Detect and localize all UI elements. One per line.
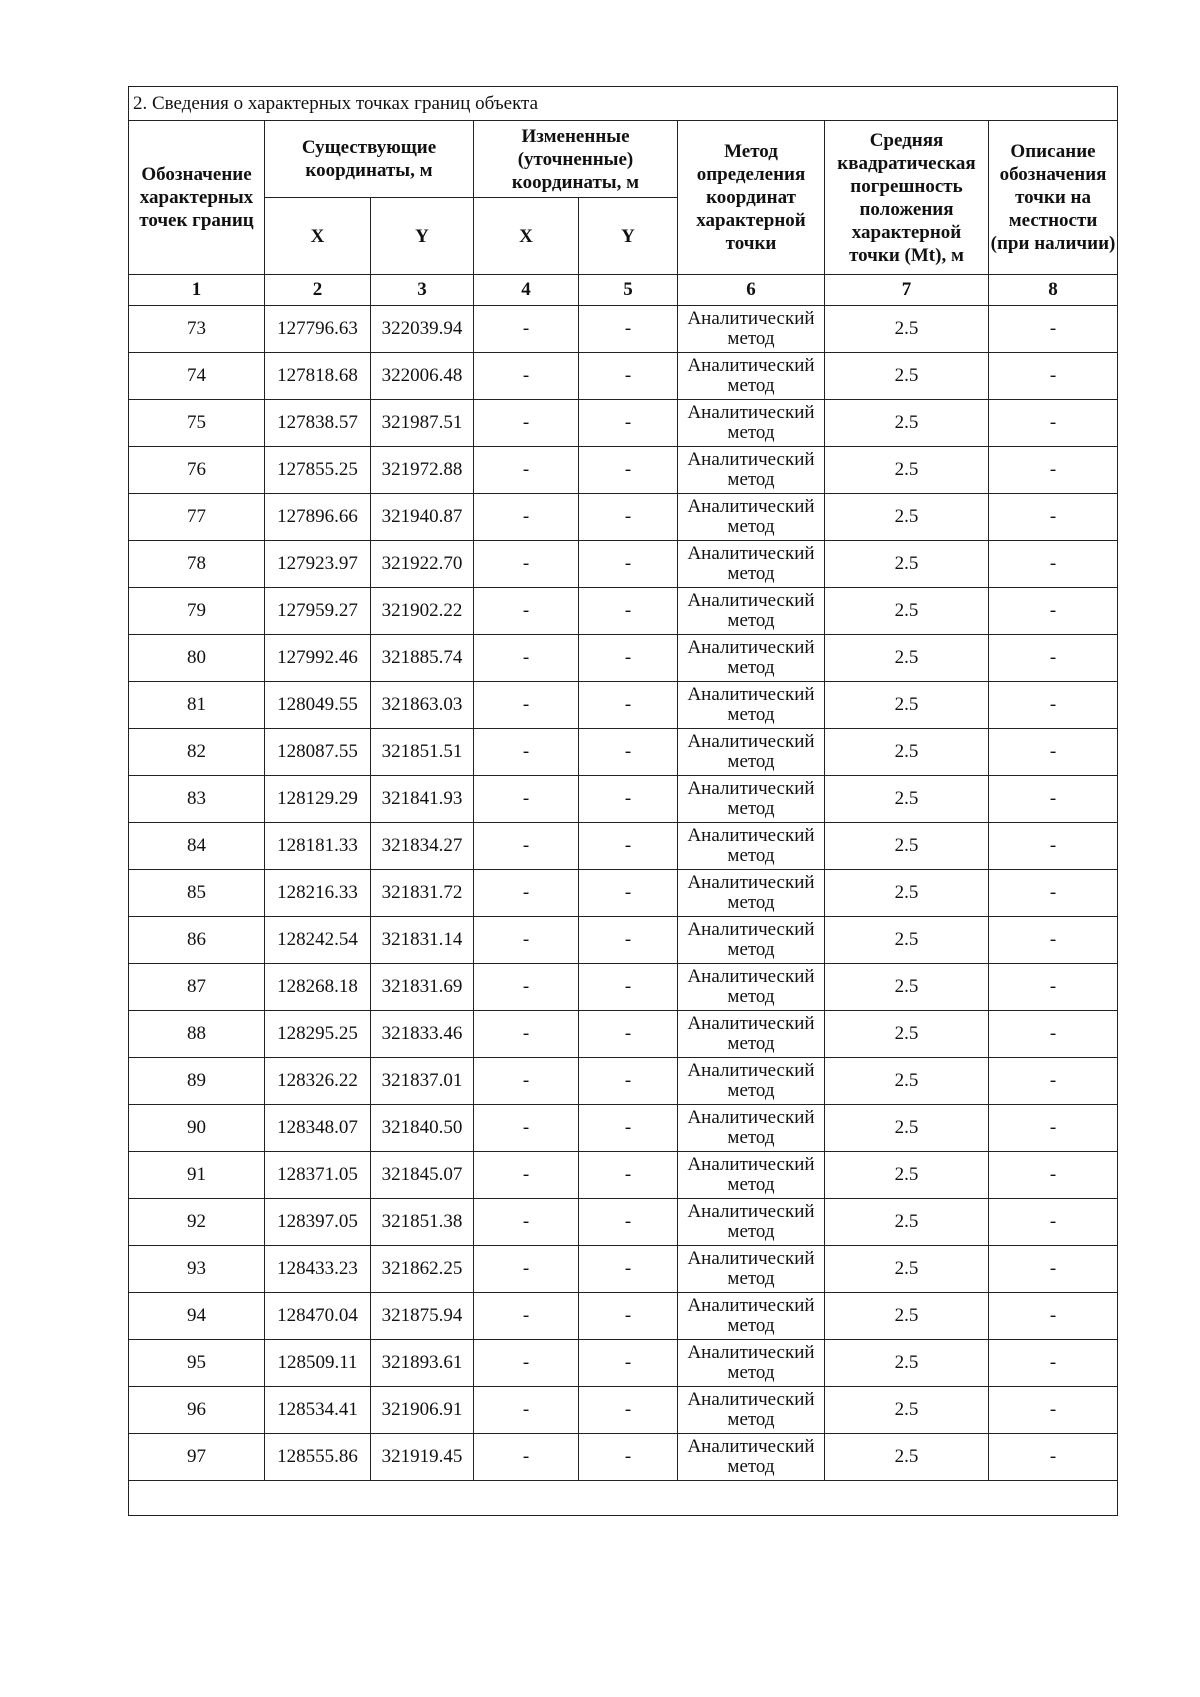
method-cell: Аналитический метод — [678, 776, 825, 823]
existing-y-cell: 321831.69 — [371, 964, 474, 1011]
changed-x-cell: - — [474, 588, 579, 635]
changed-x-cell: - — [474, 1152, 579, 1199]
table-row — [129, 541, 1118, 588]
method-cell: Аналитический метод — [678, 400, 825, 447]
existing-y-cell: 321841.93 — [371, 776, 474, 823]
point-number-cell: 94 — [129, 1293, 265, 1340]
description-cell: - — [989, 1387, 1118, 1434]
column-number: 3 — [371, 275, 474, 306]
existing-x-cell: 127818.68 — [265, 353, 371, 400]
table-row — [129, 353, 1118, 400]
point-number-cell: 78 — [129, 541, 265, 588]
table-body — [129, 306, 1118, 1481]
existing-x-cell: 128326.22 — [265, 1058, 371, 1105]
column-number: 6 — [678, 275, 825, 306]
accuracy-cell: 2.5 — [825, 823, 989, 870]
changed-x-cell: - — [474, 729, 579, 776]
method-cell: Аналитический метод — [678, 494, 825, 541]
method-cell: Аналитический метод — [678, 1058, 825, 1105]
changed-y-cell: - — [579, 1434, 678, 1481]
changed-y-cell: - — [579, 353, 678, 400]
method-cell: Аналитический метод — [678, 306, 825, 353]
accuracy-cell: 2.5 — [825, 964, 989, 1011]
table-row — [129, 1105, 1118, 1152]
changed-x-cell: - — [474, 823, 579, 870]
point-number-cell: 75 — [129, 400, 265, 447]
point-number-cell: 83 — [129, 776, 265, 823]
document-sheet — [128, 86, 1117, 1516]
changed-y-cell: - — [579, 1340, 678, 1387]
changed-x-cell: - — [474, 776, 579, 823]
point-number-cell: 88 — [129, 1011, 265, 1058]
changed-x-cell: - — [474, 400, 579, 447]
header-changed-y: Y — [579, 198, 678, 275]
point-number-cell: 91 — [129, 1152, 265, 1199]
point-number-cell: 73 — [129, 306, 265, 353]
point-number-cell: 89 — [129, 1058, 265, 1105]
description-cell: - — [989, 870, 1118, 917]
description-cell: - — [989, 1058, 1118, 1105]
accuracy-cell: 2.5 — [825, 588, 989, 635]
description-cell: - — [989, 1011, 1118, 1058]
existing-x-cell: 128534.41 — [265, 1387, 371, 1434]
column-number: 5 — [579, 275, 678, 306]
existing-x-cell: 127796.63 — [265, 306, 371, 353]
accuracy-cell: 2.5 — [825, 635, 989, 682]
accuracy-cell: 2.5 — [825, 1246, 989, 1293]
section-title: 2. Сведения о характерных точках границ объекта — [129, 87, 1118, 121]
changed-y-cell: - — [579, 635, 678, 682]
table-row — [129, 1152, 1118, 1199]
accuracy-cell: 2.5 — [825, 1340, 989, 1387]
changed-y-cell: - — [579, 729, 678, 776]
description-cell: - — [989, 1434, 1118, 1481]
changed-y-cell: - — [579, 823, 678, 870]
changed-y-cell: - — [579, 306, 678, 353]
existing-y-cell: 321902.22 — [371, 588, 474, 635]
point-number-cell: 76 — [129, 447, 265, 494]
table-row — [129, 1199, 1118, 1246]
point-number-cell: 74 — [129, 353, 265, 400]
existing-x-cell: 128242.54 — [265, 917, 371, 964]
changed-y-cell: - — [579, 1058, 678, 1105]
existing-y-cell: 322006.48 — [371, 353, 474, 400]
existing-x-cell: 128268.18 — [265, 964, 371, 1011]
method-cell: Аналитический метод — [678, 353, 825, 400]
description-cell: - — [989, 635, 1118, 682]
method-cell: Аналитический метод — [678, 635, 825, 682]
table-row — [129, 1434, 1118, 1481]
method-cell: Аналитический метод — [678, 1152, 825, 1199]
description-cell: - — [989, 1199, 1118, 1246]
description-cell: - — [989, 400, 1118, 447]
accuracy-cell: 2.5 — [825, 870, 989, 917]
method-cell: Аналитический метод — [678, 1387, 825, 1434]
changed-x-cell: - — [474, 353, 579, 400]
changed-x-cell: - — [474, 635, 579, 682]
table-row — [129, 1011, 1118, 1058]
changed-y-cell: - — [579, 964, 678, 1011]
existing-x-cell: 128470.04 — [265, 1293, 371, 1340]
existing-x-cell: 128397.05 — [265, 1199, 371, 1246]
method-cell: Аналитический метод — [678, 682, 825, 729]
method-cell: Аналитический метод — [678, 1105, 825, 1152]
accuracy-cell: 2.5 — [825, 1434, 989, 1481]
table-row — [129, 682, 1118, 729]
header-changed-coords: Измененные (уточненные) координаты, м — [474, 121, 678, 198]
changed-x-cell: - — [474, 306, 579, 353]
column-number: 7 — [825, 275, 989, 306]
method-cell: Аналитический метод — [678, 1199, 825, 1246]
method-cell: Аналитический метод — [678, 1246, 825, 1293]
existing-y-cell: 321885.74 — [371, 635, 474, 682]
changed-y-cell: - — [579, 1246, 678, 1293]
table-row — [129, 494, 1118, 541]
point-number-cell: 96 — [129, 1387, 265, 1434]
method-cell: Аналитический метод — [678, 541, 825, 588]
point-number-cell: 77 — [129, 494, 265, 541]
table-row — [129, 400, 1118, 447]
changed-y-cell: - — [579, 1387, 678, 1434]
existing-x-cell: 127923.97 — [265, 541, 371, 588]
method-cell: Аналитический метод — [678, 917, 825, 964]
method-cell: Аналитический метод — [678, 870, 825, 917]
method-cell: Аналитический метод — [678, 1293, 825, 1340]
existing-y-cell: 321875.94 — [371, 1293, 474, 1340]
changed-y-cell: - — [579, 588, 678, 635]
changed-y-cell: - — [579, 870, 678, 917]
boundary-points-table — [128, 86, 1118, 1516]
accuracy-cell: 2.5 — [825, 494, 989, 541]
changed-y-cell: - — [579, 494, 678, 541]
accuracy-cell: 2.5 — [825, 1387, 989, 1434]
description-cell: - — [989, 1293, 1118, 1340]
point-number-cell: 87 — [129, 964, 265, 1011]
table-row — [129, 729, 1118, 776]
changed-x-cell: - — [474, 1434, 579, 1481]
changed-y-cell: - — [579, 447, 678, 494]
method-cell: Аналитический метод — [678, 729, 825, 776]
table-row — [129, 306, 1118, 353]
description-cell: - — [989, 964, 1118, 1011]
existing-x-cell: 128371.05 — [265, 1152, 371, 1199]
existing-x-cell: 127896.66 — [265, 494, 371, 541]
changed-x-cell: - — [474, 1058, 579, 1105]
method-cell: Аналитический метод — [678, 447, 825, 494]
method-cell: Аналитический метод — [678, 823, 825, 870]
existing-x-cell: 127838.57 — [265, 400, 371, 447]
description-cell: - — [989, 541, 1118, 588]
point-number-cell: 79 — [129, 588, 265, 635]
accuracy-cell: 2.5 — [825, 447, 989, 494]
empty-footer-cell — [129, 1481, 1118, 1516]
existing-y-cell: 321906.91 — [371, 1387, 474, 1434]
point-number-cell: 93 — [129, 1246, 265, 1293]
existing-x-cell: 128555.86 — [265, 1434, 371, 1481]
accuracy-cell: 2.5 — [825, 729, 989, 776]
method-cell: Аналитический метод — [678, 964, 825, 1011]
accuracy-cell: 2.5 — [825, 1152, 989, 1199]
accuracy-cell: 2.5 — [825, 1293, 989, 1340]
existing-x-cell: 128295.25 — [265, 1011, 371, 1058]
point-number-cell: 85 — [129, 870, 265, 917]
existing-x-cell: 128049.55 — [265, 682, 371, 729]
existing-y-cell: 321922.70 — [371, 541, 474, 588]
existing-y-cell: 321919.45 — [371, 1434, 474, 1481]
column-number: 8 — [989, 275, 1118, 306]
method-cell: Аналитический метод — [678, 1011, 825, 1058]
existing-y-cell: 321893.61 — [371, 1340, 474, 1387]
existing-y-cell: 321851.51 — [371, 729, 474, 776]
changed-y-cell: - — [579, 682, 678, 729]
existing-y-cell: 321940.87 — [371, 494, 474, 541]
description-cell: - — [989, 353, 1118, 400]
changed-y-cell: - — [579, 1011, 678, 1058]
header-accuracy: Средняя квадратическая погрешность положения характерной точки (Mt), м — [825, 121, 989, 275]
changed-x-cell: - — [474, 964, 579, 1011]
existing-x-cell: 127855.25 — [265, 447, 371, 494]
existing-x-cell: 128181.33 — [265, 823, 371, 870]
existing-y-cell: 321987.51 — [371, 400, 474, 447]
column-number: 4 — [474, 275, 579, 306]
point-number-cell: 80 — [129, 635, 265, 682]
changed-y-cell: - — [579, 1152, 678, 1199]
changed-x-cell: - — [474, 541, 579, 588]
table-row — [129, 870, 1118, 917]
empty-footer-row — [129, 1481, 1118, 1516]
column-number: 2 — [265, 275, 371, 306]
table-row — [129, 917, 1118, 964]
description-cell: - — [989, 447, 1118, 494]
existing-y-cell: 321845.07 — [371, 1152, 474, 1199]
changed-x-cell: - — [474, 1387, 579, 1434]
changed-x-cell: - — [474, 1105, 579, 1152]
existing-x-cell: 128129.29 — [265, 776, 371, 823]
accuracy-cell: 2.5 — [825, 1011, 989, 1058]
table-row — [129, 823, 1118, 870]
point-number-cell: 95 — [129, 1340, 265, 1387]
accuracy-cell: 2.5 — [825, 682, 989, 729]
header-existing-coords: Существующие координаты, м — [265, 121, 474, 198]
table-row — [129, 964, 1118, 1011]
description-cell: - — [989, 494, 1118, 541]
existing-x-cell: 128509.11 — [265, 1340, 371, 1387]
existing-y-cell: 322039.94 — [371, 306, 474, 353]
existing-y-cell: 321831.72 — [371, 870, 474, 917]
changed-y-cell: - — [579, 541, 678, 588]
column-number: 1 — [129, 275, 265, 306]
changed-x-cell: - — [474, 447, 579, 494]
table-row — [129, 635, 1118, 682]
existing-x-cell: 128216.33 — [265, 870, 371, 917]
description-cell: - — [989, 1246, 1118, 1293]
description-cell: - — [989, 1340, 1118, 1387]
table-row — [129, 1340, 1118, 1387]
accuracy-cell: 2.5 — [825, 776, 989, 823]
method-cell: Аналитический метод — [678, 588, 825, 635]
changed-y-cell: - — [579, 776, 678, 823]
description-cell: - — [989, 823, 1118, 870]
header-point-designation: Обозначение характерных точек границ — [129, 121, 265, 275]
header-description: Описание обозначения точки на местности (при наличии) — [989, 121, 1118, 275]
accuracy-cell: 2.5 — [825, 917, 989, 964]
existing-x-cell: 128087.55 — [265, 729, 371, 776]
header-changed-x: X — [474, 198, 579, 275]
table-row — [129, 588, 1118, 635]
changed-x-cell: - — [474, 682, 579, 729]
description-cell: - — [989, 917, 1118, 964]
existing-x-cell: 127992.46 — [265, 635, 371, 682]
accuracy-cell: 2.5 — [825, 306, 989, 353]
changed-x-cell: - — [474, 870, 579, 917]
changed-y-cell: - — [579, 1105, 678, 1152]
method-cell: Аналитический метод — [678, 1340, 825, 1387]
changed-y-cell: - — [579, 400, 678, 447]
table-row — [129, 447, 1118, 494]
description-cell: - — [989, 729, 1118, 776]
accuracy-cell: 2.5 — [825, 353, 989, 400]
existing-y-cell: 321972.88 — [371, 447, 474, 494]
description-cell: - — [989, 588, 1118, 635]
table-row — [129, 1293, 1118, 1340]
existing-x-cell: 127959.27 — [265, 588, 371, 635]
description-cell: - — [989, 1152, 1118, 1199]
description-cell: - — [989, 1105, 1118, 1152]
description-cell: - — [989, 776, 1118, 823]
table-row — [129, 1246, 1118, 1293]
existing-y-cell: 321834.27 — [371, 823, 474, 870]
description-cell: - — [989, 306, 1118, 353]
existing-x-cell: 128348.07 — [265, 1105, 371, 1152]
point-number-cell: 82 — [129, 729, 265, 776]
changed-x-cell: - — [474, 1293, 579, 1340]
accuracy-cell: 2.5 — [825, 400, 989, 447]
changed-x-cell: - — [474, 1340, 579, 1387]
existing-y-cell: 321862.25 — [371, 1246, 474, 1293]
changed-y-cell: - — [579, 917, 678, 964]
existing-y-cell: 321837.01 — [371, 1058, 474, 1105]
point-number-cell: 81 — [129, 682, 265, 729]
accuracy-cell: 2.5 — [825, 541, 989, 588]
changed-x-cell: - — [474, 1246, 579, 1293]
accuracy-cell: 2.5 — [825, 1105, 989, 1152]
changed-y-cell: - — [579, 1293, 678, 1340]
existing-x-cell: 128433.23 — [265, 1246, 371, 1293]
table-row — [129, 1058, 1118, 1105]
accuracy-cell: 2.5 — [825, 1199, 989, 1246]
header-method: Метод определения координат характерной точки — [678, 121, 825, 275]
existing-y-cell: 321831.14 — [371, 917, 474, 964]
point-number-cell: 97 — [129, 1434, 265, 1481]
existing-y-cell: 321833.46 — [371, 1011, 474, 1058]
table-row — [129, 1387, 1118, 1434]
changed-x-cell: - — [474, 1011, 579, 1058]
header-existing-x: X — [265, 198, 371, 275]
changed-x-cell: - — [474, 1199, 579, 1246]
description-cell: - — [989, 682, 1118, 729]
point-number-cell: 92 — [129, 1199, 265, 1246]
existing-y-cell: 321851.38 — [371, 1199, 474, 1246]
changed-y-cell: - — [579, 1199, 678, 1246]
table-row — [129, 776, 1118, 823]
existing-y-cell: 321840.50 — [371, 1105, 474, 1152]
header-existing-y: Y — [371, 198, 474, 275]
changed-x-cell: - — [474, 494, 579, 541]
method-cell: Аналитический метод — [678, 1434, 825, 1481]
existing-y-cell: 321863.03 — [371, 682, 474, 729]
accuracy-cell: 2.5 — [825, 1058, 989, 1105]
changed-x-cell: - — [474, 917, 579, 964]
point-number-cell: 90 — [129, 1105, 265, 1152]
point-number-cell: 84 — [129, 823, 265, 870]
point-number-cell: 86 — [129, 917, 265, 964]
